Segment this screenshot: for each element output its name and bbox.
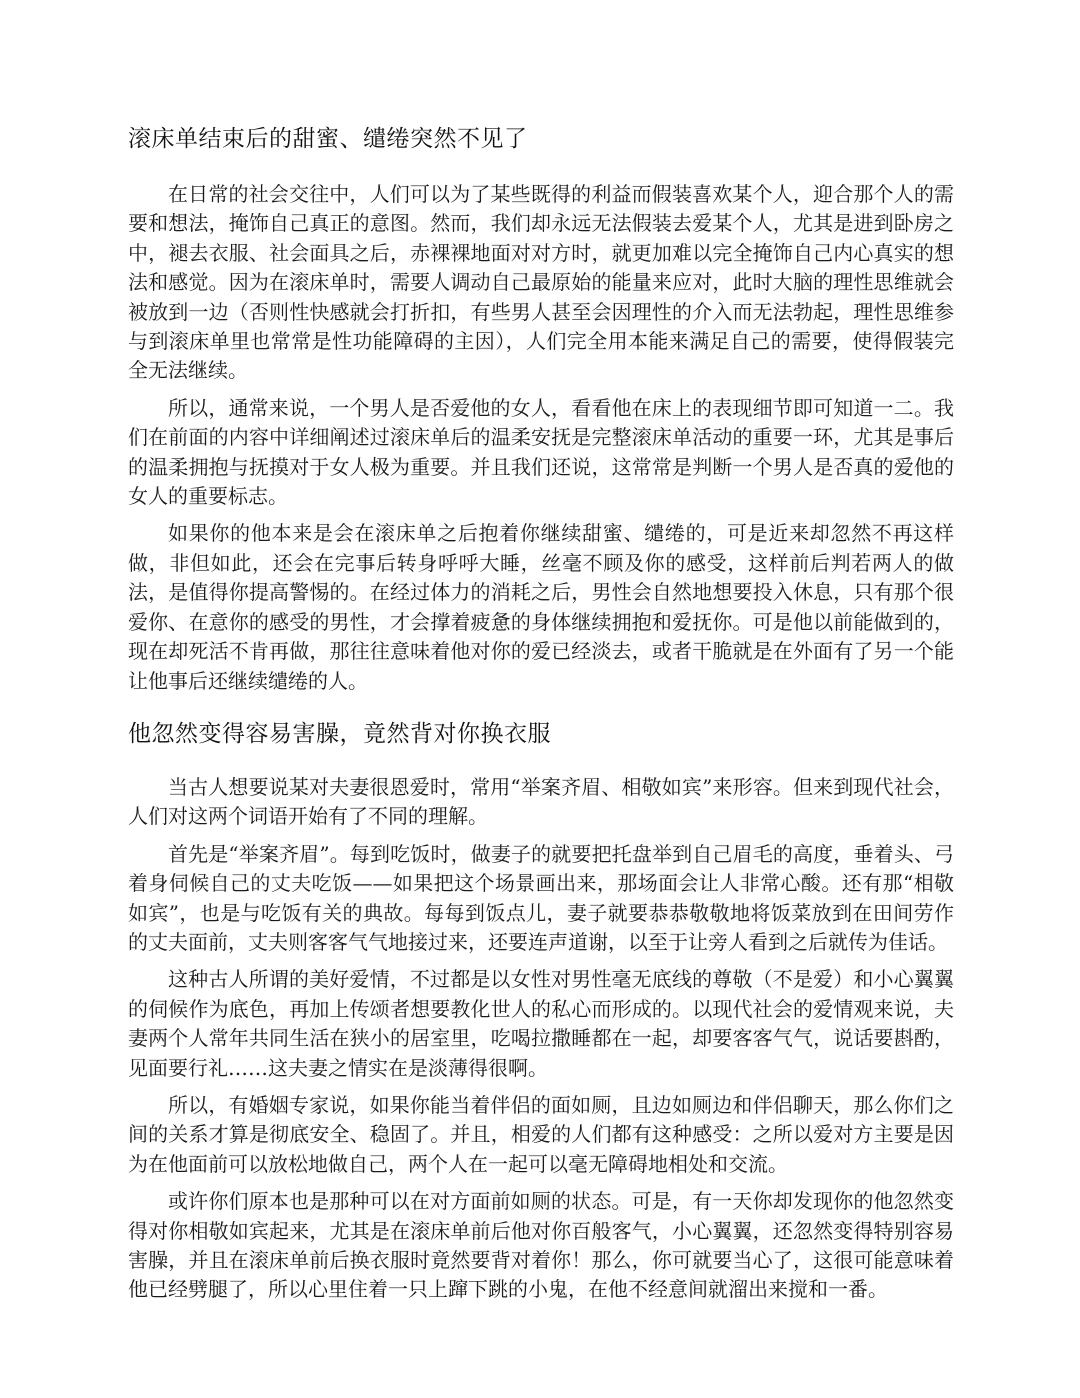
article [128, 120, 954, 1313]
paragraph: 在日常的社会交往中，人们可以为了某些既得的利益而假装喜欢某个人，迎合那个人的需要和想法，掩饰自己真正的意图。然而，我们却永远无法假装去爱某个人，尤其是进到卧房之中，褪去衣服、社会面具之后，赤裸裸地面对对方时，就更加难以完全掩饰自己内心真实的想法和感觉。因为在滚床单时，需要人调动自己最原始的能量来应对，此时大脑的理性思维就会被放到一边（否则性快感就会打折扣，有些男人甚至会因理性的介入而无法勃起，理性思维参与到滚床单里也常常是性功能障碍的主因），人们完全用本能来满足自己的需要，使得假装完全无法继续。 [128, 182, 954, 383]
section-heading-2: 他忽然变得容易害臊，竟然背对你换衣服 [128, 720, 551, 747]
paragraph: 首先是“举案齐眉”。每到吃饭时，做妻子的就要把托盘举到自己眉毛的高度，垂着头、弓着身伺候自己的丈夫吃饭——如果把这个场景画出来，那场面会让人非常心酸。还有那“相敬如宾”，也是与吃饭有关的典故。每每到饭点儿，妻子就要恭恭敬敬地将饭菜放到在田间劳作的丈夫面前，丈夫则客客气气地接过来，还要连声道谢，以至于让旁人看到之后就传为佳话。 [128, 841, 954, 954]
paragraph: 如果你的他本来是会在滚床单之后抱着你继续甜蜜、缱绻的，可是近来却忽然不再这样做，非但如此，还会在完事后转身呼呼大睡，丝毫不顾及你的感受，这样前后判若两人的做法，是值得你提高警惕的。在经过体力的消耗之后，男性会自然地想要投入休息，只有那个很爱你、在意你的感受的男性，才会撑着疲惫的身体继续拥抱和爱抚你。可是他以前能做到的，现在却死活不肯再做，那往往意味着他对你的爱已经淡去，或者干脆就是在外面有了另一个能让他事后还继续缱绻的人。 [128, 521, 954, 693]
paragraph: 这种古人所谓的美好爱情，不过都是以女性对男性毫无底线的尊敬（不是爱）和小心翼翼的伺候作为底色，再加上传颂者想要教化世人的私心而形成的。以现代社会的爱情观来说，夫妻两个人常年共同生活在狭小的居室里，吃喝拉撒睡都在一起，却要客客气气，说话要斟酌，见面要行礼……这夫妻之情实在是淡薄得很啊。 [128, 967, 954, 1080]
paragraph: 当古人想要说某对夫妻很恩爱时，常用“举案齐眉、相敬如宾”来形容。但来到现代社会，人们对这两个词语开始有了不同的理解。 [128, 774, 954, 829]
paragraph: 所以，有婚姻专家说，如果你能当着伴侣的面如厕，且边如厕边和伴侣聊天，那么你们之间的关系才算是彻底安全、稳固了。并且，相爱的人们都有这种感受：之所以爱对方主要是因为在他面前可以放松地做自己，两个人在一起可以毫无障碍地相处和交流。 [128, 1092, 954, 1176]
section-heading-1: 滚床单结束后的甜蜜、缱绻突然不见了 [128, 126, 528, 152]
paragraph: 所以，通常来说，一个男人是否爱他的女人，看看他在床上的表现细节即可知道一二。我们在前面的内容中详细阐述过滚床单后的温柔安抚是完整滚床单活动的重要一环，尤其是事后的温柔拥抱与抚摸对于女人极为重要。并且我们还说，这常常是判断一个男人是否真的爱他的女人的重要标志。 [128, 395, 954, 509]
paragraph: 或许你们原本也是那种可以在对方面前如厕的状态。可是，有一天你却发现你的他忽然变得对你相敬如宾起来，尤其是在滚床单前后他对你百般客气，小心翼翼，还忽然变得特别容易害臊，并且在滚床单前后换衣服时竟然要背对着你！那么，你可就要当心了，这很可能意味着他已经劈腿了，所以心里住着一只上蹿下跳的小鬼，在他不经意间就溜出来搅和一番。 [128, 1189, 954, 1302]
